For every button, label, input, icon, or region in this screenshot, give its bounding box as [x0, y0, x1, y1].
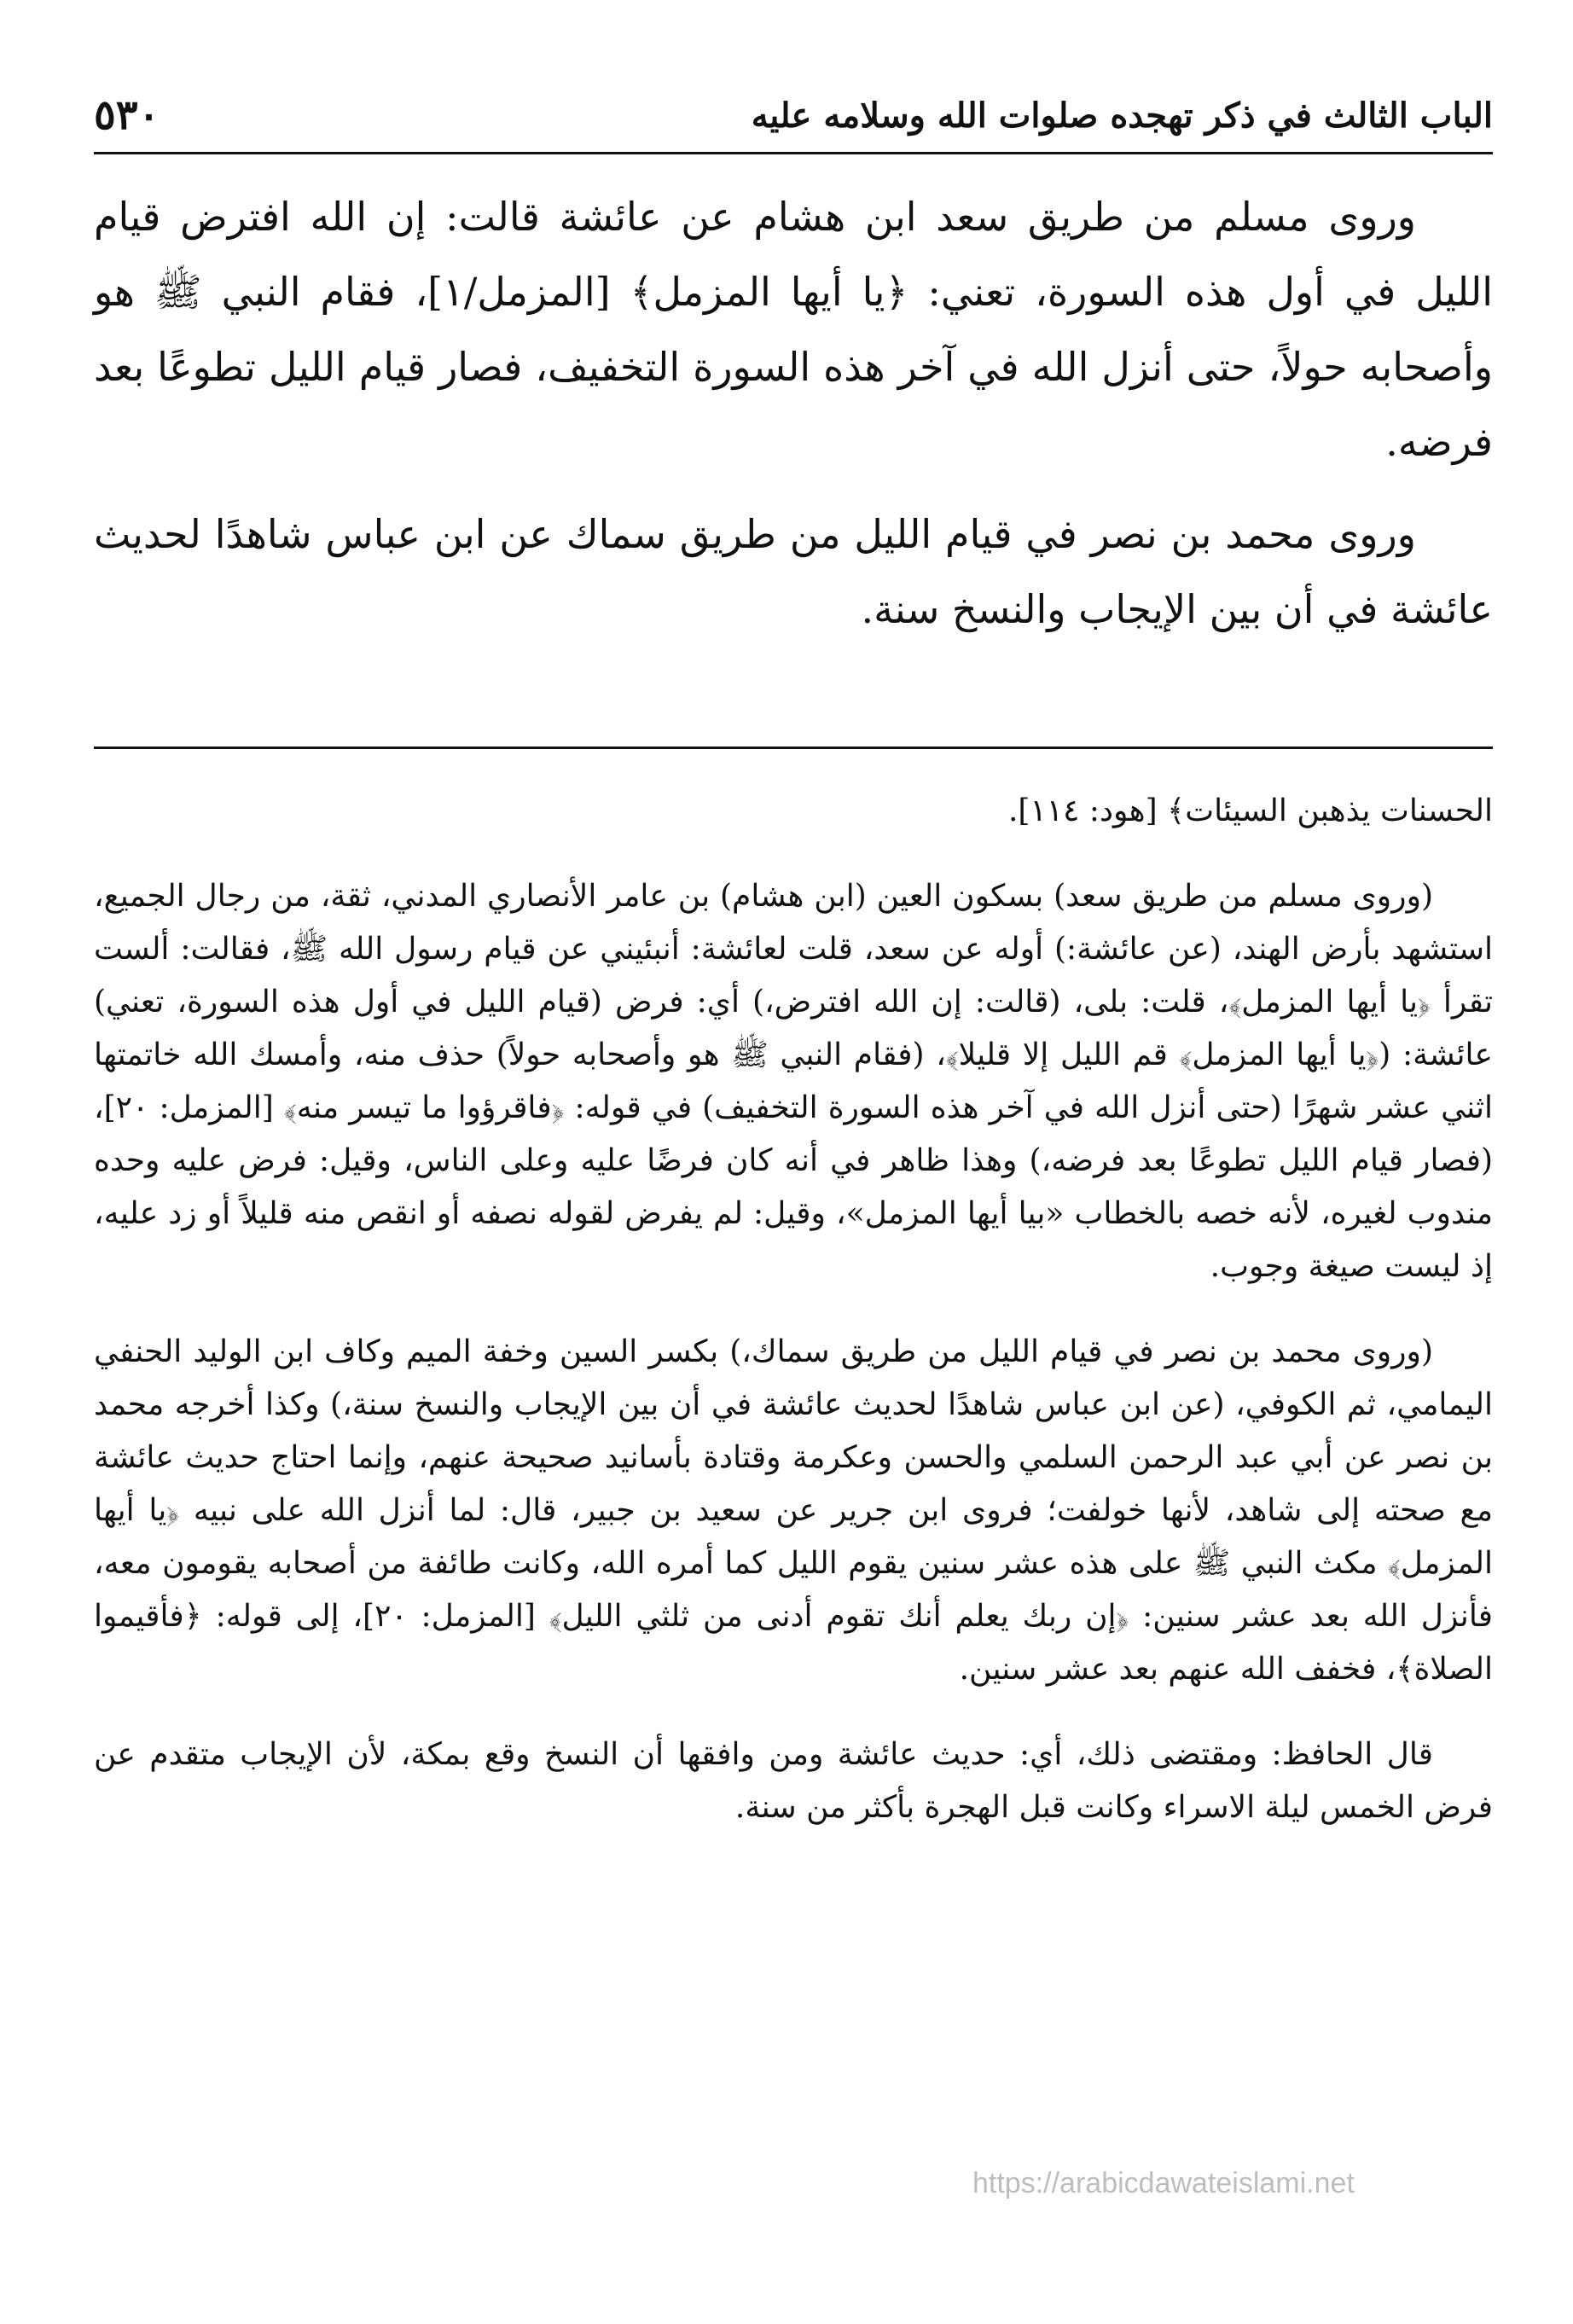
- commentary-paragraph-1: (وروى مسلم من طريق سعد) بسكون العين (ابن هشام) بن عامر الأنصاري المدني، ثقة، من رجال الجميع، استشهد بأرض الهند، (عن عائشة:) أوله عن سعد، قلت لعائشة: أنبئيني عن قيام رسول الله ﷺ، فقالت: ألست تقرأ ﴿يا أيها المزمل﴾، قلت: بلى، (قالت: إن الله افترض،) أي: فرض (قيام الليل في أول هذه السورة، تعني) عائشة: (﴿يا أيها المزمل﴾ قم الليل إلا قليلا﴾، (فقام النبي ﷺ هو وأصحابه حولاً) حذف منه، وأمسك الله خاتمتها اثني عشر شهرًا (حتى أنزل الله في آخر هذه السورة التخفيف) في قوله: ﴿فاقرؤوا ما تيسر منه﴾ [المزمل: ٢٠]، (فصار قيام الليل تطوعًا بعد فرضه،) وهذا ظاهر في أنه كان فرضًا عليه وعلى الناس، وقيل: فرض عليه وحده مندوب لغيره، لأنه خصه بالخطاب «بيا أيها المزمل»، وقيل: لم يفرض لقوله نصفه أو انقص منه قليلاً أو زد عليه، إذ ليست صيغة وجوب.: [94, 879, 1493, 1284]
- commentary-text: [94, 785, 1493, 1867]
- page-header: [94, 85, 1493, 145]
- commentary-continuation: الحسنات يذهبن السيئات﴾ [هود: ١١٤].: [1007, 793, 1493, 828]
- main-text-paragraph-2: وروى محمد بن نصر في قيام الليل من طريق سماك عن ابن عباس شاهدًا لحديث عائشة في أن بين الإيجاب والنسخ سنة.: [94, 511, 1493, 632]
- page-number: ٥٣٠: [94, 91, 160, 139]
- main-text-paragraph-1: وروى مسلم من طريق سعد ابن هشام عن عائشة قالت: إن الله افترض قيام الليل في أول هذه السورة، تعني: ﴿يا أيها المزمل﴾ [المزمل/١]، فقام النبي ﷺ هو وأصحابه حولاً، حتى أنزل الله في آخر هذه السورة التخفيف، فصار قيام الليل تطوعًا بعد فرضه.: [94, 194, 1493, 465]
- commentary-paragraph-3: قال الحافظ: ومقتضى ذلك، أي: حديث عائشة ومن وافقها أن النسخ وقع بمكة، لأن الإيجاب متقدم عن فرض الخمس ليلة الاسراء وكانت قبل الهجرة بأكثر من سنة.: [94, 1737, 1493, 1825]
- book-page: [94, 51, 1493, 2269]
- commentary-paragraph-2: (وروى محمد بن نصر في قيام الليل من طريق سماك،) بكسر السين وخفة الميم وكاف ابن الوليد الحنفي اليمامي، ثم الكوفي، (عن ابن عباس شاهدًا لحديث عائشة في أن بين الإيجاب والنسخ سنة،) وكذا أخرجه محمد بن نصر عن أبي عبد الرحمن السلمي والحسن وعكرمة وقتادة بأسانيد صحيحة عنهم، وإنما احتاج حديث عائشة مع صحته إلى شاهد، لأنها خولفت؛ فروى ابن جرير عن سعيد بن جبير، قال: لما أنزل الله على نبيه ﴿يا أيها المزمل﴾ مكث النبي ﷺ على هذه عشر سنين يقوم الليل كما أمره الله، وكانت طائفة من أصحابه يقومون معه، فأنزل الله بعد عشر سنين: ﴿إن ربك يعلم أنك تقوم أدنى من ثلثي الليل﴾ [المزمل: ٢٠]، إلى قوله: ﴿فأقيموا الصلاة﴾، فخفف الله عنهم بعد عشر سنين.: [94, 1334, 1494, 1687]
- main-text: [94, 179, 1493, 664]
- header-rule: [94, 152, 1493, 154]
- watermark-url: https://arabicdawateislami.net: [972, 2167, 1355, 2199]
- running-title: الباب الثالث في ذكر تهجده صلوات الله وسلامه عليه: [751, 95, 1493, 136]
- section-divider: [94, 747, 1493, 749]
